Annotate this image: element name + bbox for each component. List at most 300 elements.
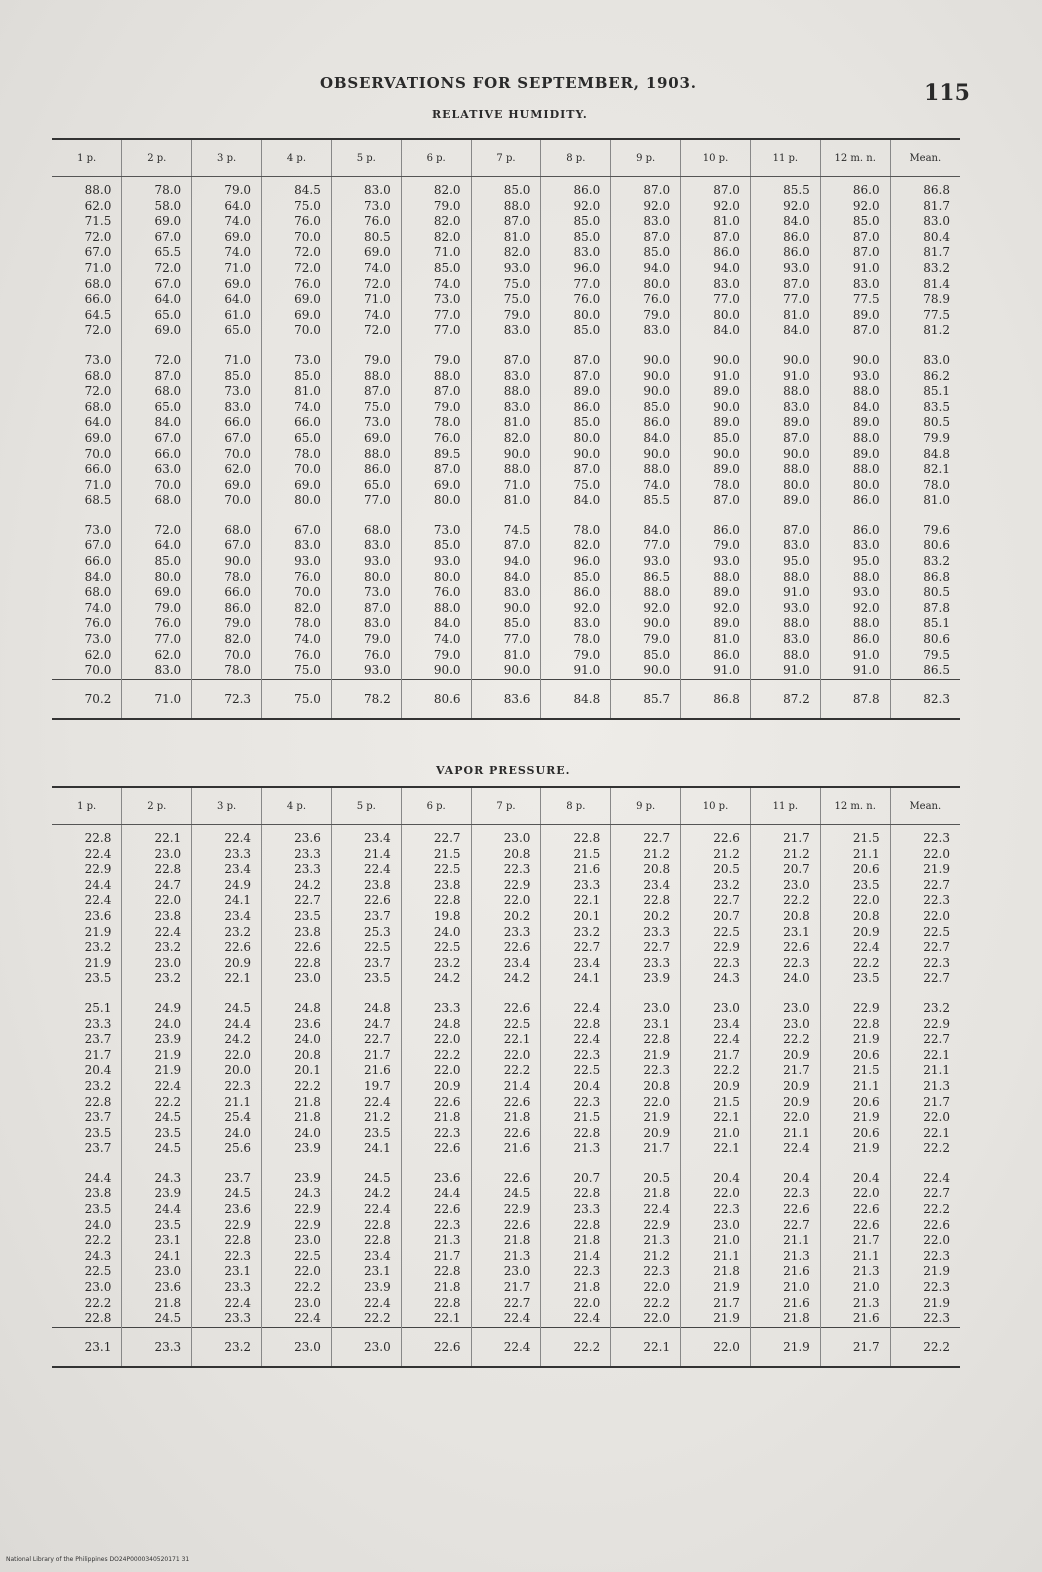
group-spacer [122,509,192,523]
table-cell: 23.0 [84,1280,112,1295]
table-cell: 23.6 [122,1280,192,1296]
table-cell: 64.0 [192,199,262,215]
table-row [52,1218,960,1234]
group-spacer [890,987,960,1001]
column-header: 1 p. [52,139,122,177]
table-cell: 70.0 [122,478,192,494]
table-cell: 93.0 [820,585,890,601]
table-cell: 22.0 [890,1233,960,1249]
table-cell: 79.0 [401,400,471,416]
table-cell: 22.8 [401,1264,471,1280]
group-spacer [192,339,262,353]
table-cell: 62.0 [192,462,262,478]
table-cell: 78.0 [890,478,960,494]
table-cell: 76.0 [401,431,471,447]
table-cell: 71.0 [471,478,541,494]
table-cell: 21.8 [262,1095,332,1111]
table-cell: 84.0 [820,400,890,416]
table-cell: 84.5 [262,177,332,199]
table-cell: 23.0 [611,1001,681,1017]
table-cell: 93.0 [750,261,820,277]
table-cell: 22.8 [331,1218,401,1234]
table-cell: 22.0 [611,1280,681,1296]
table-cell: 87.0 [541,353,611,369]
table-cell: 22.3 [401,1126,471,1142]
table-cell: 81.0 [890,493,960,509]
table-cell: 79.0 [611,632,681,648]
table-cell: 82.0 [471,431,541,447]
group-spacer [471,987,541,1001]
table-cell: 88.0 [820,384,890,400]
table-cell: 65.0 [262,431,332,447]
table-cell: 20.6 [820,862,890,878]
table-cell: 23.1 [750,925,820,941]
table-cell: 70.0 [84,663,112,678]
table-cell: 81.4 [890,277,960,293]
group-spacer [471,509,541,523]
table-cell: 81.0 [471,648,541,664]
table-cell: 24.2 [471,971,541,987]
table-cell: 20.6 [820,1048,890,1064]
mean-cell: 22.4 [471,1327,541,1367]
mean-cell: 23.2 [192,1327,262,1367]
table-cell: 22.4 [541,1311,611,1327]
table-row [52,601,960,617]
table-cell: 23.0 [681,1001,751,1017]
table-cell: 66.0 [84,554,112,569]
table-cell: 73.0 [84,352,112,367]
table-cell: 79.9 [890,431,960,447]
table-cell: 21.7 [331,1048,401,1064]
table-cell: 22.9 [890,1017,960,1033]
table-cell: 78.0 [541,632,611,648]
table-cell: 21.7 [681,1048,751,1064]
group-spacer [401,339,471,353]
table-cell: 62.0 [122,648,192,664]
table-cell: 22.9 [681,940,751,956]
table-cell: 22.2 [750,1032,820,1048]
table-cell: 86.8 [890,177,960,199]
table-row [52,523,960,539]
table-cell: 88.0 [471,384,541,400]
table-cell: 20.8 [262,1048,332,1064]
table-cell: 86.2 [890,369,960,385]
table-cell: 84.0 [681,323,751,339]
table-cell: 20.4 [681,1171,751,1187]
table-cell: 23.4 [681,1017,751,1033]
table-cell: 22.0 [122,893,192,909]
table-cell: 22.5 [84,1264,112,1279]
table-cell: 77.0 [681,292,751,308]
table-row [52,323,960,339]
table-cell: 22.4 [750,1141,820,1157]
table-cell: 22.0 [681,1186,751,1202]
table-cell: 92.0 [611,601,681,617]
table-cell: 67.0 [122,431,192,447]
table-cell: 78.9 [890,292,960,308]
table-cell: 24.5 [122,1141,192,1157]
table-cell: 70.0 [192,493,262,509]
table-cell: 22.0 [401,1032,471,1048]
table-cell: 24.0 [262,1126,332,1142]
table-cell: 90.0 [611,663,681,679]
table-cell: 80.5 [890,415,960,431]
table-row [52,632,960,648]
table-cell: 24.3 [122,1171,192,1187]
table-cell: 79.0 [192,616,262,632]
table-cell: 85.0 [541,415,611,431]
table-cell: 23.3 [84,1016,112,1031]
table-cell: 21.5 [681,1095,751,1111]
table-cell: 76.0 [541,292,611,308]
table-cell: 67.0 [84,538,112,553]
table-cell: 22.7 [890,940,960,956]
table-cell: 21.7 [84,1047,112,1062]
table-cell: 21.8 [471,1233,541,1249]
table-cell: 20.4 [84,1063,112,1078]
table-cell: 79.0 [331,353,401,369]
table-cell: 91.0 [750,369,820,385]
table-cell: 88.0 [471,462,541,478]
table-row [52,1296,960,1312]
table-cell: 22.9 [820,1001,890,1017]
table-cell: 21.6 [750,1264,820,1280]
table-cell: 22.4 [681,1032,751,1048]
table-cell: 73.0 [331,585,401,601]
table-cell: 88.0 [331,447,401,463]
table-cell: 22.4 [192,1296,262,1312]
table-row [52,1141,960,1157]
table-cell: 23.2 [122,971,192,987]
table-cell: 77.0 [122,632,192,648]
table-cell: 22.5 [331,940,401,956]
table-cell: 22.8 [331,1233,401,1249]
table-cell: 91.0 [750,663,820,679]
table-cell: 64.0 [192,292,262,308]
table-cell: 22.3 [192,1249,262,1265]
table-cell: 23.3 [541,1202,611,1218]
table-cell: 20.4 [820,1171,890,1187]
table-cell: 80.0 [331,570,401,586]
table-cell: 85.0 [541,570,611,586]
table-cell: 69.0 [122,323,192,339]
table-cell: 80.6 [890,632,960,648]
table-cell: 67.0 [262,523,332,539]
table-cell: 22.8 [262,956,332,972]
table-cell: 79.0 [541,648,611,664]
mean-cell: 82.3 [890,679,960,719]
table-cell: 85.0 [471,177,541,199]
table-cell: 84.0 [611,431,681,447]
table-cell: 78.0 [262,447,332,463]
group-spacer [820,987,890,1001]
table-cell: 84.0 [401,616,471,632]
table-cell: 91.0 [681,663,751,679]
table-cell: 58.0 [122,199,192,215]
table-row [52,1063,960,1079]
table-cell: 21.9 [890,862,960,878]
table-cell: 22.7 [681,893,751,909]
table-cell: 22.3 [890,1249,960,1265]
table-cell: 72.0 [122,261,192,277]
table-cell: 88.0 [820,462,890,478]
table-cell: 23.2 [401,956,471,972]
table-cell: 82.1 [890,462,960,478]
table-cell: 72.0 [331,277,401,293]
table-cell: 74.0 [331,261,401,277]
footer-credit: National Library of the Philippines DO24P0000340520171 31 [6,1556,190,1563]
table-cell: 22.6 [471,1095,541,1111]
table-cell: 88.0 [820,570,890,586]
group-spacer [262,987,332,1001]
table-cell: 22.2 [262,1280,332,1296]
mean-cell: 87.2 [750,679,820,719]
table-cell: 24.0 [84,1217,112,1232]
table-cell: 21.9 [890,1296,960,1312]
table-cell: 24.5 [471,1186,541,1202]
table-cell: 64.0 [122,538,192,554]
table-cell: 90.0 [681,353,751,369]
table-cell: 90.0 [471,447,541,463]
table-cell: 87.0 [750,523,820,539]
table-row [52,277,960,293]
group-spacer [750,1157,820,1171]
table-cell: 22.6 [750,1202,820,1218]
table-cell: 23.3 [541,878,611,894]
table-cell: 74.0 [84,600,112,615]
table-cell: 81.0 [750,308,820,324]
table-cell: 22.8 [820,1017,890,1033]
table-cell: 23.5 [331,971,401,987]
table-cell: 23.5 [331,1126,401,1142]
table-cell: 90.0 [750,353,820,369]
group-spacer [122,339,192,353]
table-cell: 83.0 [262,538,332,554]
table-cell: 22.6 [820,1218,890,1234]
table-cell: 77.0 [471,632,541,648]
table-cell: 85.5 [611,493,681,509]
table-cell: 80.0 [541,431,611,447]
table-cell: 85.0 [820,214,890,230]
mean-cell: 85.7 [611,679,681,719]
table-cell: 21.5 [820,1063,890,1079]
group-spacer [541,509,611,523]
table-row [52,940,960,956]
table-cell: 72.0 [84,323,112,338]
table-cell: 66.0 [84,462,112,477]
table-cell: 22.8 [84,831,112,845]
column-header: 9 p. [611,787,681,825]
table-cell: 22.4 [262,1311,332,1327]
group-spacer [681,987,751,1001]
table-cell: 83.0 [611,214,681,230]
table-cell: 64.5 [84,307,112,322]
table-cell: 23.3 [262,862,332,878]
table-cell: 21.9 [84,924,112,939]
table-cell: 22.2 [331,1311,401,1327]
table-cell: 68.0 [84,399,112,414]
table-cell: 22.3 [890,1311,960,1327]
table-cell: 23.1 [331,1264,401,1280]
column-header: 12 m. n. [820,139,890,177]
group-spacer [401,987,471,1001]
mean-cell: 80.6 [401,679,471,719]
table-cell: 22.7 [262,893,332,909]
table-cell: 21.0 [681,1233,751,1249]
group-spacer [820,339,890,353]
table-cell: 85.1 [890,384,960,400]
table-cell: 22.8 [541,1017,611,1033]
table-cell: 24.5 [331,1171,401,1187]
table-cell: 23.8 [122,909,192,925]
table-cell: 68.0 [84,276,112,291]
table-cell: 22.9 [611,1218,681,1234]
table-cell: 22.1 [890,1126,960,1142]
column-header: 4 p. [262,787,332,825]
table-cell: 80.0 [750,478,820,494]
table-cell: 23.0 [471,825,541,847]
table-cell: 20.5 [681,862,751,878]
table-cell: 21.9 [122,1063,192,1079]
table-row [52,1171,960,1187]
table-cell: 75.0 [262,199,332,215]
table-cell: 87.0 [611,230,681,246]
table-cell: 21.0 [750,1280,820,1296]
table-cell: 78.0 [541,523,611,539]
group-spacer [681,509,751,523]
table-cell: 64.0 [122,292,192,308]
table-cell: 23.5 [84,1202,112,1217]
table-cell: 24.2 [262,878,332,894]
table-cell: 89.0 [681,415,751,431]
group-spacer [611,987,681,1001]
table-cell: 88.0 [750,384,820,400]
table-cell: 22.6 [750,940,820,956]
mean-cell: 23.1 [52,1327,122,1367]
table-cell: 22.7 [611,940,681,956]
table-cell: 21.1 [750,1233,820,1249]
table-cell: 80.0 [262,493,332,509]
table-cell: 89.0 [541,384,611,400]
table-cell: 81.0 [471,415,541,431]
table-row [52,1032,960,1048]
table-cell: 87.0 [331,384,401,400]
table-cell: 21.7 [750,825,820,847]
table-cell: 83.0 [471,323,541,339]
table-cell: 87.0 [471,538,541,554]
table-cell: 79.0 [401,353,471,369]
table-cell: 21.9 [611,1048,681,1064]
table-cell: 77.5 [820,292,890,308]
table-row [52,538,960,554]
table-cell: 87.0 [541,462,611,478]
table-cell: 70.0 [192,648,262,664]
table-cell: 88.0 [820,616,890,632]
table-cell: 22.0 [750,1110,820,1126]
table-cell: 23.2 [681,878,751,894]
table-cell: 22.7 [611,825,681,847]
table-cell: 21.3 [750,1249,820,1265]
table-cell: 23.8 [401,878,471,894]
table-cell: 22.0 [471,1048,541,1064]
table-cell: 79.0 [611,308,681,324]
table-cell: 83.5 [890,400,960,416]
table-cell: 82.0 [541,538,611,554]
table-cell: 75.0 [541,478,611,494]
table-cell: 68.0 [122,493,192,509]
table-cell: 76.0 [401,585,471,601]
table-cell: 78.0 [122,177,192,199]
table-cell: 21.9 [122,1048,192,1064]
table-cell: 87.0 [401,462,471,478]
table-cell: 23.7 [84,1141,112,1156]
table-cell: 22.8 [84,1094,112,1109]
table-cell: 90.0 [681,447,751,463]
table-cell: 95.0 [820,554,890,570]
table-cell: 22.3 [611,1264,681,1280]
table-cell: 23.3 [192,1311,262,1327]
table-cell: 23.8 [331,878,401,894]
table-cell: 83.0 [890,353,960,369]
table-cell: 85.0 [401,261,471,277]
table-cell: 25.4 [192,1110,262,1126]
group-spacer [331,339,401,353]
table-cell: 24.1 [122,1249,192,1265]
table-cell: 21.5 [541,1110,611,1126]
table-cell: 66.0 [262,415,332,431]
table-cell: 69.0 [192,230,262,246]
table-cell: 65.0 [122,308,192,324]
table-cell: 23.2 [84,1078,112,1093]
table-cell: 90.0 [471,663,541,679]
table-cell: 22.4 [331,862,401,878]
table-cell: 23.9 [611,971,681,987]
column-header: Mean. [890,139,960,177]
table-cell: 23.0 [750,878,820,894]
table-cell: 89.0 [820,308,890,324]
table-cell: 22.3 [890,893,960,909]
table-cell: 22.6 [820,1202,890,1218]
mean-row [52,1327,960,1367]
group-spacer [820,509,890,523]
table-cell: 21.9 [681,1280,751,1296]
table-row [52,1280,960,1296]
table-cell: 89.0 [681,462,751,478]
table-cell: 85.0 [681,431,751,447]
table-cell: 24.7 [122,878,192,894]
table-cell: 23.3 [611,956,681,972]
table-cell: 66.0 [122,447,192,463]
table-row [52,1079,960,1095]
table-cell: 23.3 [471,925,541,941]
table-row [52,369,960,385]
mean-cell: 22.0 [681,1327,751,1367]
table-cell: 20.9 [192,956,262,972]
table-cell: 73.0 [331,199,401,215]
table-cell: 25.3 [331,925,401,941]
table-cell: 87.0 [681,493,751,509]
table-cell: 24.3 [262,1186,332,1202]
table-cell: 77.0 [401,323,471,339]
column-header: 5 p. [331,139,401,177]
table-cell: 65.5 [122,245,192,261]
table-cell: 21.9 [611,1110,681,1126]
table-cell: 83.0 [541,616,611,632]
table-cell: 21.6 [541,862,611,878]
table-cell: 79.0 [331,632,401,648]
group-spacer [890,1157,960,1171]
table-row [52,893,960,909]
